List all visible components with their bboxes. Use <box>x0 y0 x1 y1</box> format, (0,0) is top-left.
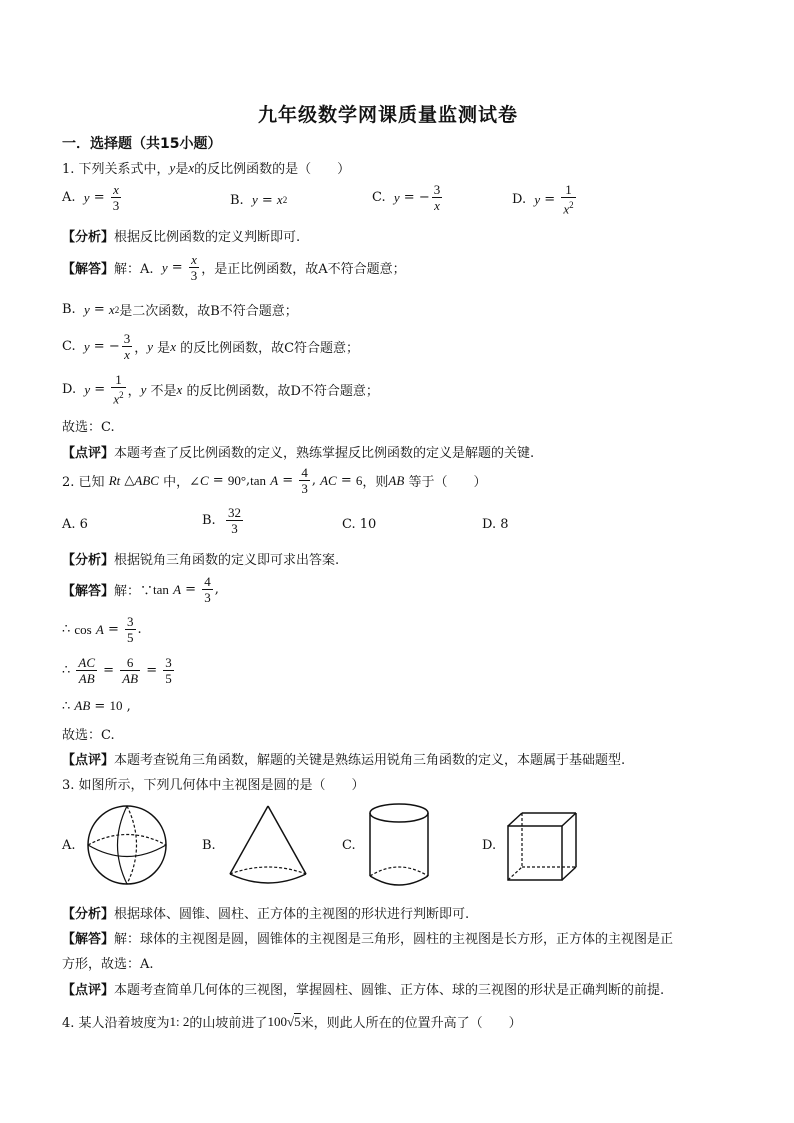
q2-stem: 2. 已知 Rt △ ABC 中，∠ C = 90° , tan A = $\frac{4}{3}$ , AC = 6 ，则 AB 等于（ ） <box>62 465 487 496</box>
cone-figure[interactable] <box>226 804 310 888</box>
page-title: 九年级数学网课质量监测试卷 <box>258 104 519 126</box>
q2-answer-line1: 【解答】 解：∵ tan A = $\frac{4}{3}$ , <box>62 574 219 605</box>
q2-answer-line4: ∴ AB = 10 , <box>62 698 131 714</box>
q3-option-d-label[interactable]: D. <box>482 838 497 853</box>
q1-answer-c: C. y = − $\frac{3}{x}$ ， y 是 x 的反比例函数，故C符合题意； <box>62 331 360 362</box>
q3-comment: 【点评】本题考查简单几何体的三视图，掌握圆柱、圆锥、正方体、球的三视图的形状是正确判断的前提. <box>62 983 665 998</box>
q1-choose: 故选：C. <box>62 420 115 435</box>
q2-option-d[interactable]: D. 8 <box>482 517 509 532</box>
sqrt-icon: √ <box>286 1013 295 1029</box>
q2-answer-line2: ∴ cos A = $\frac{3}{5}$ . <box>62 614 142 645</box>
q2-option-a[interactable]: A. 6 <box>62 517 88 532</box>
q1-option-d[interactable]: D. y = $\frac{1}{x^2}$ <box>512 182 574 217</box>
q1-analysis: 【分析】根据反比例函数的定义判断即可. <box>62 230 301 245</box>
cylinder-figure[interactable] <box>366 802 432 888</box>
q3-answer-line1: 【解答】解：球体的主视图是圆，圆锥体的主视图是三角形，圆柱的主视图是长方形，正方体的主视图是正 <box>62 932 674 947</box>
section-heading: 一．选择题（共15小题） <box>62 136 222 152</box>
q1-answer-d: D. y = $\frac{1}{x^2}$ ， y 不是 x 的反比例函数，故D不符合题意； <box>62 372 379 407</box>
q3-option-c-label[interactable]: C. <box>342 838 356 853</box>
q3-answer-line2: 方形，故选：A. <box>62 957 154 972</box>
q3-option-a-label[interactable]: A. <box>62 838 76 853</box>
q4-stem: 4. 某人沿着坡度为 1: 2 的山坡前进了 100 √ 5 米，则此人所在的位置升高了（ ） <box>62 1013 522 1031</box>
q1-option-a[interactable]: A. y = $\frac{x}{3}$ <box>62 182 120 213</box>
sphere-figure[interactable] <box>86 804 168 886</box>
q2-option-c[interactable]: C. 10 <box>342 517 377 532</box>
q3-option-b-label[interactable]: B. <box>202 838 216 853</box>
q2-option-b[interactable]: B. $\frac{32}{3}$ <box>202 505 241 536</box>
q2-comment: 【点评】本题考查锐角三角函数，解题的关键是熟练运用锐角三角函数的定义，本题属于基础题型. <box>62 753 626 768</box>
q2-choose: 故选：C. <box>62 728 115 743</box>
q1-option-c[interactable]: C. y = − $\frac{3}{x}$ <box>372 182 441 213</box>
q2-answer-line3: ∴ $\frac{AC}{AB}$ = $\frac{6}{AB}$ = $\frac{3}{5}$ <box>62 655 172 686</box>
cube-figure[interactable] <box>506 810 580 884</box>
q1-comment: 【点评】本题考查了反比例函数的定义，熟练掌握反比例函数的定义是解题的关键. <box>62 446 535 461</box>
q1-stem: 1. 下列关系式中， y 是 x 的反比例函数的是（ ） <box>62 159 351 177</box>
q3-stem: 3. 如图所示，下列几何体中主视图是圆的是（ ） <box>62 778 365 793</box>
q2-analysis: 【分析】根据锐角三角函数的定义即可求出答案. <box>62 553 340 568</box>
q1-answer-b: B. y = x 2 是二次函数，故B不符合题意； <box>62 301 298 319</box>
q1-answer-a: 【解答】 解：A. y = $\frac{x}{3}$ ，是正比例函数，故A不符合题意； <box>62 252 406 283</box>
q3-analysis: 【分析】根据球体、圆锥、圆柱、正方体的主视图的形状进行判断即可. <box>62 907 470 922</box>
q1-option-b[interactable]: B. y = x 2 <box>230 192 288 208</box>
